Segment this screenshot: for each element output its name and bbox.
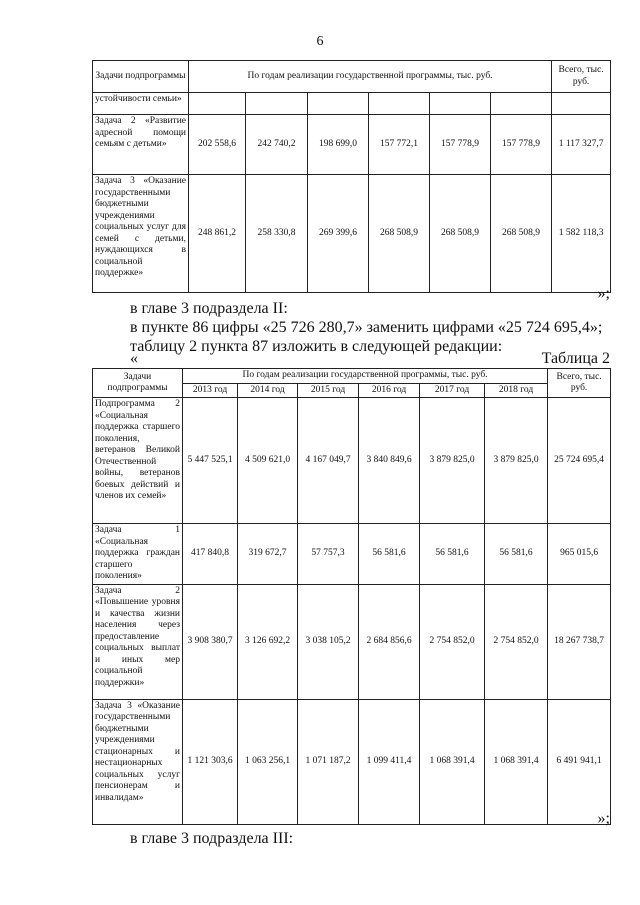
header-year: 2017 год (420, 383, 485, 398)
value-cell: 242 740,2 (246, 115, 308, 175)
value-cell: 157 772,1 (369, 115, 430, 175)
value-cell: 248 861,2 (189, 175, 246, 293)
total-cell: 18 267 738,7 (548, 584, 611, 699)
task-cell: Задача 2 «Повышение уровня и качества жизни населения через предоставление социальных выплат и иных мер социальной поддержки» (93, 584, 183, 699)
closing-quote-1: »; (597, 285, 610, 302)
header-year: 2016 год (359, 383, 420, 398)
value-cell: 2 754 852,0 (485, 584, 548, 699)
value-cell: 5 447 525,1 (183, 398, 238, 524)
paragraph-bottom: в главе 3 подраздела III: (130, 830, 294, 847)
value-cell (246, 93, 308, 115)
value-cell (308, 93, 369, 115)
value-cell: 57 757,3 (298, 524, 359, 585)
table-row (93, 699, 611, 824)
value-cell: 157 778,9 (491, 115, 552, 175)
header-total: Всего, тыс. руб. (548, 369, 611, 398)
value-cell: 269 399,6 (308, 175, 369, 293)
paragraph-line-2: в пункте 86 цифры «25 726 280,7» заменить цифрами «25 724 695,4»; (130, 319, 603, 336)
value-cell: 2 754 852,0 (420, 584, 485, 699)
value-cell: 258 330,8 (246, 175, 308, 293)
paragraph-line-1: в главе 3 подраздела II: (130, 300, 288, 317)
value-cell: 3 879 825,0 (485, 398, 548, 524)
value-cell: 1 068 391,4 (485, 699, 548, 824)
value-cell: 202 558,6 (189, 115, 246, 175)
value-cell: 3 126 692,2 (238, 584, 298, 699)
value-cell: 3 038 105,2 (298, 584, 359, 699)
total-cell (552, 93, 611, 115)
header-by-years: По годам реализации государственной программы, тыс. руб. (189, 61, 552, 93)
value-cell: 3 908 380,7 (183, 584, 238, 699)
header-year: 2014 год (238, 383, 298, 398)
closing-quote-2: »; (597, 810, 610, 827)
table-2 (92, 368, 611, 825)
task-cell: Задача 3 «Оказание государственными бюджетными учреждениями стационарных и нестационарных социальных услуг пенсионерам и инвалидам» (93, 699, 183, 824)
value-cell: 56 581,6 (359, 524, 420, 585)
total-cell: 965 015,6 (548, 524, 611, 585)
value-cell: 417 840,8 (183, 524, 238, 585)
value-cell: 4 167 049,7 (298, 398, 359, 524)
table-caption: Таблица 2 (541, 350, 610, 367)
value-cell: 4 509 621,0 (238, 398, 298, 524)
task-cell: Задача 3 «Оказание государственными бюджетными учреждениями социальных услуг для семей с детьми, нуждающихся в социальной поддержке» (93, 175, 189, 293)
header-by-years: По годам реализации государственной программы, тыс. руб. (183, 369, 548, 384)
value-cell: 198 699,0 (308, 115, 369, 175)
value-cell (491, 93, 552, 115)
value-cell: 1 099 411,4 (359, 699, 420, 824)
value-cell (189, 93, 246, 115)
value-cell: 56 581,6 (420, 524, 485, 585)
total-cell: 1 582 118,3 (552, 175, 611, 293)
task-cell: Подпрограмма 2 «Социальная поддержка старшего поколения, ветеранов Великой Отечественной войны, ветеранов боевых действий и членов их семей» (93, 398, 183, 524)
value-cell: 268 508,9 (430, 175, 491, 293)
table-row (93, 115, 611, 175)
task-cell: Задача 2 «Развитие адресной помощи семьям с детьми» (93, 115, 189, 175)
value-cell (369, 93, 430, 115)
header-tasks: Задачи подпрограммы (93, 369, 183, 398)
header-year: 2013 год (183, 383, 238, 398)
opening-quote: « (130, 350, 138, 367)
table-row (93, 175, 611, 293)
task-cell: устойчивости семьи» (93, 93, 189, 115)
value-cell: 1 063 256,1 (238, 699, 298, 824)
paragraph-line-3: таблицу 2 пункта 87 изложить в следующей редакции: (130, 338, 503, 355)
table-row (93, 584, 611, 699)
header-year: 2018 год (485, 383, 548, 398)
table-1-continuation (92, 60, 611, 293)
task-cell: Задача 1 «Социальная поддержка граждан старшего поколения» (93, 524, 183, 585)
page-number: 6 (316, 34, 324, 49)
value-cell: 1 068 391,4 (420, 699, 485, 824)
value-cell: 3 879 825,0 (420, 398, 485, 524)
value-cell: 319 672,7 (238, 524, 298, 585)
header-total: Всего, тыс. руб. (552, 61, 611, 93)
value-cell: 56 581,6 (485, 524, 548, 585)
value-cell: 3 840 849,6 (359, 398, 420, 524)
table-row (93, 93, 611, 115)
value-cell: 268 508,9 (369, 175, 430, 293)
value-cell (430, 93, 491, 115)
value-cell: 268 508,9 (491, 175, 552, 293)
value-cell: 2 684 856,6 (359, 584, 420, 699)
total-cell: 25 724 695,4 (548, 398, 611, 524)
value-cell: 1 071 187,2 (298, 699, 359, 824)
table-row (93, 398, 611, 524)
value-cell: 1 121 303,6 (183, 699, 238, 824)
header-tasks: Задачи подпрограммы (93, 61, 189, 93)
header-year: 2015 год (298, 383, 359, 398)
table-row (93, 524, 611, 585)
total-cell: 6 491 941,1 (548, 699, 611, 824)
value-cell: 157 778,9 (430, 115, 491, 175)
total-cell: 1 117 327,7 (552, 115, 611, 175)
